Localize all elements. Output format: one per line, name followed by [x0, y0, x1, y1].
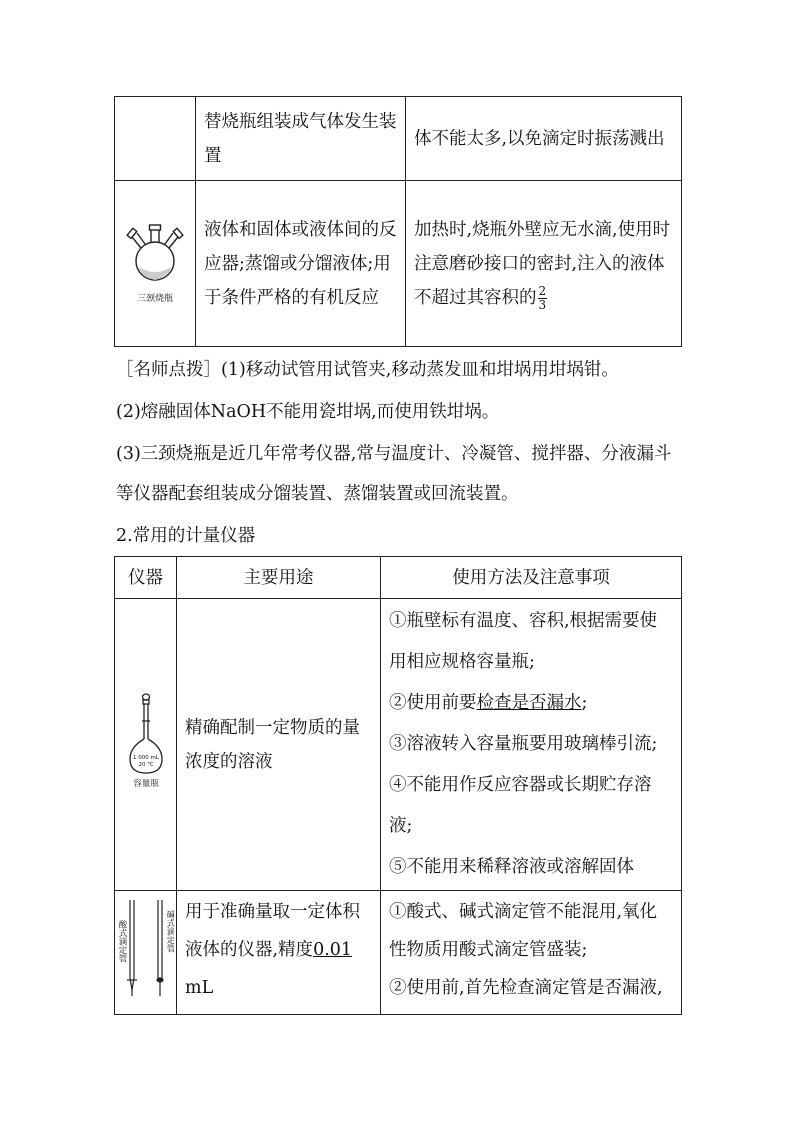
- image-label: 三颈烧瓶: [136, 293, 174, 304]
- volumetric-flask-cell: [115, 599, 177, 891]
- header-notes: 使用方法及注意事项: [381, 557, 682, 599]
- base-burette-label: 碱式滴定管: [164, 909, 174, 952]
- use-cell: 替烧瓶组装成气体发生装置: [196, 97, 406, 181]
- table-row: [115, 97, 682, 181]
- three-neck-flask-icon: [117, 217, 193, 307]
- notes-cell: [381, 599, 682, 891]
- fraction: [538, 285, 548, 312]
- use-text: 用于准确量取一定体积液体的仪器,精度: [185, 902, 360, 960]
- acid-burette-label: 酸式滴定管: [117, 919, 127, 962]
- note-item: ⑤不能用来稀释溶液或溶解固体: [389, 857, 634, 877]
- notes-cell: [406, 181, 682, 347]
- notes-cell: [381, 891, 682, 1015]
- table-row: [115, 599, 682, 891]
- flask-volume-mark: 1 000 mL: [132, 754, 159, 761]
- flask-temp-mark: 20 ℃: [138, 761, 153, 768]
- notes-text: 加热时,烧瓶外壁应无水滴,使用时注意磨砂接口的密封,注入的液体不超过其容积的: [414, 219, 671, 308]
- table-row: [115, 181, 682, 347]
- use-cell: 精确配制一定物质的量浓度的溶液: [177, 599, 381, 891]
- note-item: [389, 683, 673, 724]
- tip-paragraph-2: (2)熔融固体NaOH不能用瓷坩埚,而使用铁坩埚。: [116, 402, 500, 422]
- tip-paragraph-3: (3)三颈烧瓶是近几年常考仪器,常与温度计、冷凝管、搅拌器、分液漏斗等仪器配套组装成分馏装置、蒸馏装置或回流装置。: [116, 444, 672, 504]
- image-cell-empty: [115, 97, 196, 181]
- volumetric-flask-icon: [122, 693, 170, 793]
- underlined-text: 检查是否漏水: [476, 693, 582, 713]
- note-item: ④不能用作反应容器或长期贮存溶液;: [389, 775, 652, 836]
- measuring-instruments-table: [114, 556, 682, 1015]
- tip-paragraph-1: ［名师点拨］(1)移动试管用试管夹,移动蒸发皿和坩埚用坩埚钳。: [116, 360, 619, 380]
- three-neck-flask-cell: [115, 181, 196, 347]
- note-item: ①瓶壁标有温度、容积,根据需要使用相应规格容量瓶;: [389, 611, 658, 672]
- note-item: ②使用前,首先检查滴定管是否漏液,: [389, 978, 663, 998]
- header-use: 主要用途: [177, 557, 381, 599]
- header-instrument: 仪器: [115, 557, 177, 599]
- use-cell: 液体和固体或液体间的反应器;蒸馏或分馏液体;用于条件严格的有机反应: [196, 181, 406, 347]
- note-text: ②使用前要: [389, 693, 477, 713]
- table-header-row: [115, 557, 682, 599]
- fraction-denominator: 3: [538, 297, 547, 312]
- image-label: 容量瓶: [132, 778, 159, 789]
- note-item: ③溶液转入容量瓶要用玻璃棒引流;: [389, 734, 658, 754]
- underlined-text: 0.01: [313, 940, 353, 960]
- notes-cell: 体不能太多,以免滴定时振荡溅出: [406, 97, 682, 181]
- note-item: ①酸式、碱式滴定管不能混用,氧化性物质用酸式滴定管盛装;: [389, 902, 658, 960]
- use-text: mL: [185, 978, 214, 998]
- fraction-numerator: 2: [538, 283, 547, 298]
- note-text: ;: [581, 693, 588, 713]
- section-title: 2.常用的计量仪器: [116, 526, 256, 546]
- use-cell: [177, 891, 381, 1015]
- burette-icon: [118, 896, 174, 1006]
- burette-cell: [115, 891, 177, 1015]
- apparatus-table-continued: [114, 96, 682, 347]
- table-row: [115, 891, 682, 1015]
